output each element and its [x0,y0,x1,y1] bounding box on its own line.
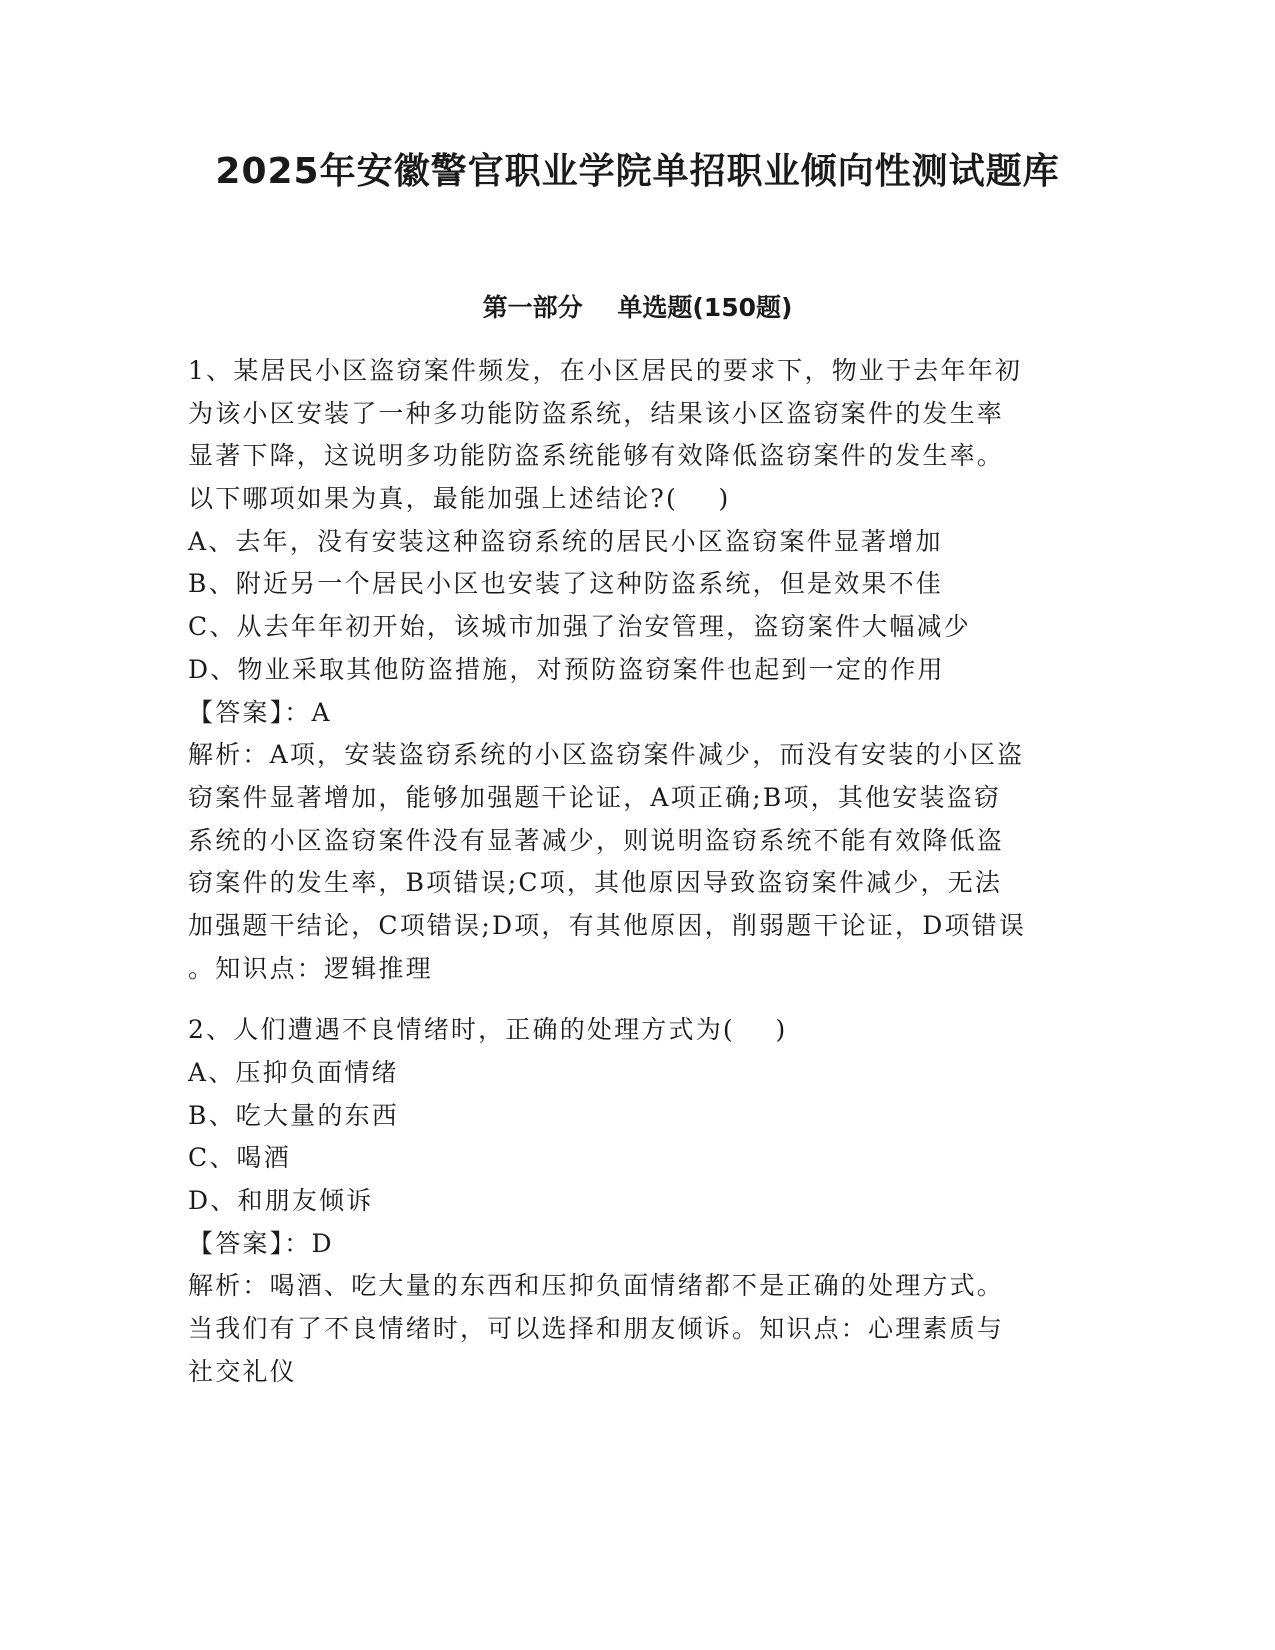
option-d: D、和朋友倾诉 [188,1186,374,1216]
analysis-line: 加强题干结论，C项错误;D项，有其他原因，削弱题干论证，D项错误 [188,910,1027,940]
question-stem-line: 显著下降，这说明多功能防盗系统能够有效降低盗窃案件的发生率。 [188,441,1005,471]
question-stem-line: 2、人们遭遇不良情绪时，正确的处理方式为( ) [188,1015,788,1045]
option-a: A、压抑负面情绪 [188,1058,399,1087]
option-a: A、去年，没有安装这种盗窃系统的居民小区盗窃案件显著增加 [188,526,943,556]
section-title: 第一部分 单选题(150题) [482,293,793,322]
analysis-line: 系统的小区盗窃案件没有显著减少，则说明盗窃系统不能有效降低盗 [188,825,1005,855]
option-b: B、吃大量的东西 [188,1100,399,1130]
answer: 【答案】：D [188,1228,334,1258]
option-c: C、喝酒 [188,1143,291,1173]
analysis-line: 解析：A项，安装盗窃系统的小区盗窃案件减少，而没有安装的小区盗 [188,740,1025,770]
option-b: B、附近另一个居民小区也安装了这种防盗系统，但是效果不佳 [188,569,943,599]
analysis-line: 解析：喝酒、吃大量的东西和压抑负面情绪都不是正确的处理方式。 [188,1271,1005,1301]
answer: 【答案】：A [188,697,332,727]
option-c: C、从去年年初开始，该城市加强了治安管理，盗窃案件大幅减少 [188,612,971,642]
analysis-line: 当我们有了不良情绪时，可以选择和朋友倾诉。知识点：心理素质与 [188,1314,1005,1344]
question-stem-line: 以下哪项如果为真，最能加强上述结论?( ) [188,484,731,514]
option-d: D、物业采取其他防盗措施，对预防盗窃案件也起到一定的作用 [188,654,945,684]
analysis-line: 。知识点：逻辑推理 [188,953,433,983]
document-title: 2025年安徽警官职业学院单招职业倾向性测试题库 [215,151,1060,192]
question-stem-line: 1、某居民小区盗窃案件频发，在小区居民的要求下，物业于去年年初 [188,356,1023,385]
question-1 [188,350,1088,990]
question-stem-line: 为该小区安装了一种多功能防盗系统，结果该小区盗窃案件的发生率 [188,398,1005,428]
analysis-line: 社交礼仪 [188,1356,297,1386]
question-list [188,350,1088,1394]
analysis-line: 窃案件显著增加，能够加强题干论证，A项正确;B项，其他安装盗窃 [188,782,1002,812]
analysis-line: 窃案件的发生率，B项错误;C项，其他原因导致盗窃案件减少，无法 [188,868,1003,898]
question-2 [188,1009,1088,1393]
